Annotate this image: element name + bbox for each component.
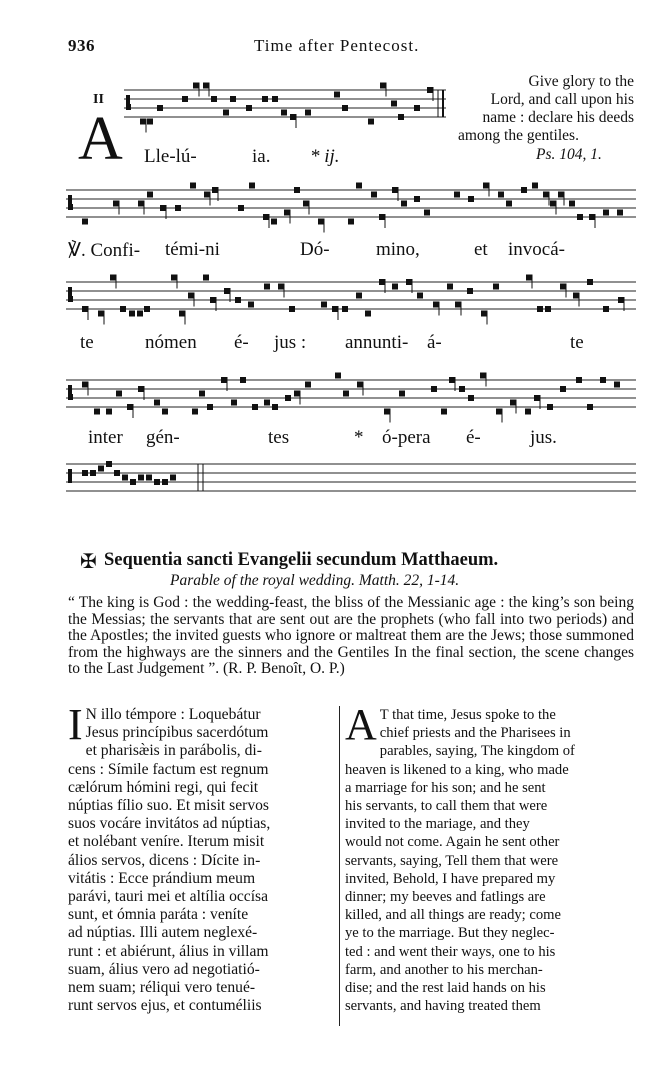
latin-line: et pharisæ̀is in parábolis, di- — [85, 742, 262, 760]
lyric: tes — [268, 427, 290, 448]
english-line: dise; and the rest laid hands on his — [345, 980, 546, 997]
english-line: servants, and having treated them — [345, 998, 541, 1015]
psalm-reference: Ps. 104, 1. — [536, 146, 602, 163]
antiphon-line: Give glory to the — [528, 73, 634, 90]
chant-mode: II — [93, 92, 104, 107]
latin-line: parávi, tauri mei et altília occísa — [68, 888, 269, 906]
latin-column — [68, 700, 332, 1015]
lyric: témi-ni — [165, 239, 220, 260]
antiphon-line: Lord, and call upon his — [490, 91, 634, 108]
commentary: “ The king is God : the wedding-feast, the bliss of the Messianic age : the king’s son being the Messias; the servants that are sent out are the prophets (who fall into two periods) and the Apostles; the invited guests who ignore or maltreat them are the Jews; those summoned from the highways are the sinners and the Gentiles In the final section, the scene changes to the Last Judgement ”. (R. P. Benoît, O. P.) — [68, 594, 634, 678]
lyric: te — [80, 332, 94, 353]
english-line: farm, and another to his merchan- — [345, 961, 543, 978]
latin-line: N illo témpore : Loquebátur — [85, 706, 261, 723]
lyric: gén- — [146, 427, 180, 448]
lyric: inter — [88, 427, 123, 448]
latin-line: cens : Símile factum est regnum — [68, 760, 269, 778]
lyric: ℣. Confi- — [68, 240, 141, 261]
latin-line: sunt, et ómnia paráta : veníte — [68, 906, 249, 924]
latin-line: runt servos ejus, et contuméliis — [68, 997, 262, 1015]
cross-icon: ✠ — [80, 551, 97, 573]
latin-line: cælórum hómini regi, qui fecit — [68, 778, 259, 796]
lyric: é- — [234, 332, 249, 353]
english-dropcap: A — [345, 700, 377, 749]
latin-line: et nolébant veníre. Iterum misit — [68, 833, 265, 851]
latin-line: álios servos, dicens : Dícite in- — [68, 851, 261, 869]
english-line: parables, saying, The kingdom of — [379, 743, 575, 760]
latin-line: núptias fílio suo. Et misit servos — [68, 797, 269, 815]
lyric: ó-pera — [382, 427, 431, 448]
antiphon-text — [458, 73, 634, 145]
antiphon-line: name : declare his deeds — [482, 109, 634, 126]
english-line: ted : and went their ways, one to his — [345, 943, 556, 960]
sequence-title: Sequentia sancti Evangelii secundum Matthaeum. — [104, 550, 499, 570]
latin-line: Jesus princípibus sacerdótum — [85, 724, 269, 742]
lyric: * — [354, 427, 364, 448]
english-line: T that time, Jesus spoke to the — [379, 707, 556, 723]
english-line: servants, saying, Tell them that were — [345, 852, 559, 869]
english-line: dinner; my beeves and fatlings are — [345, 889, 546, 906]
staff-2 — [66, 180, 636, 238]
page-number: 936 — [68, 36, 95, 55]
lyric: invocá- — [508, 239, 565, 260]
lyric: é- — [466, 427, 481, 448]
english-line: invited to the mariage, and they — [345, 816, 530, 833]
english-line: chief priests and the Pharisees in — [379, 725, 571, 742]
lyric: ia. — [252, 146, 271, 167]
staff-5 — [66, 454, 636, 512]
latin-line: nem suam; réliqui vero tenué- — [68, 979, 256, 997]
chant-initial: A — [78, 105, 123, 173]
lyric: nómen — [145, 332, 197, 353]
antiphon-line: among the gentiles. — [458, 127, 579, 144]
lyric: jus : — [274, 332, 307, 353]
english-line: heaven is likened to a king, who made — [345, 761, 569, 778]
latin-line: vitátis : Ecce prándium meum — [68, 869, 256, 887]
lyric: Lle-lú- — [144, 146, 197, 167]
lyric: mino, — [376, 239, 420, 260]
english-line: invited, Behold, I have prepared my — [345, 870, 556, 887]
lyric: et — [474, 239, 488, 260]
lyric: á- — [427, 332, 442, 353]
lyric: Dó- — [300, 239, 330, 260]
sequence-subtitle: Parable of the royal wedding. Matth. 22, 1-14. — [170, 572, 460, 589]
latin-line: ad núptias. Illi autem neglexé- — [68, 924, 258, 942]
lyric: * ij. — [310, 146, 340, 167]
latin-line: suos vocáre invitátos ad núptias, — [68, 815, 271, 833]
latin-line: runt : et abiérunt, álius in villam — [68, 942, 269, 960]
english-line: killed, and all things are ready; come — [345, 907, 561, 924]
staff-3 — [66, 272, 636, 330]
english-line: ye to the marriage. But they neglec- — [345, 925, 555, 942]
english-line: a marriage for his son; and he sent — [345, 779, 546, 796]
english-column — [345, 700, 634, 1015]
running-title: Time after Pentecost. — [254, 36, 420, 55]
column-divider — [339, 706, 340, 1026]
latin-dropcap: I — [68, 700, 83, 749]
english-line: his servants, to call them that were — [345, 798, 548, 815]
staff-1 — [124, 80, 446, 136]
staff-4 — [66, 370, 636, 428]
latin-line: suam, álius vero ad negotiatió- — [68, 960, 260, 978]
lyric: annunti- — [345, 332, 409, 353]
lyric: jus. — [530, 427, 557, 448]
lyric: te — [570, 332, 584, 353]
english-line: would not come. Again he sent other — [345, 834, 560, 851]
